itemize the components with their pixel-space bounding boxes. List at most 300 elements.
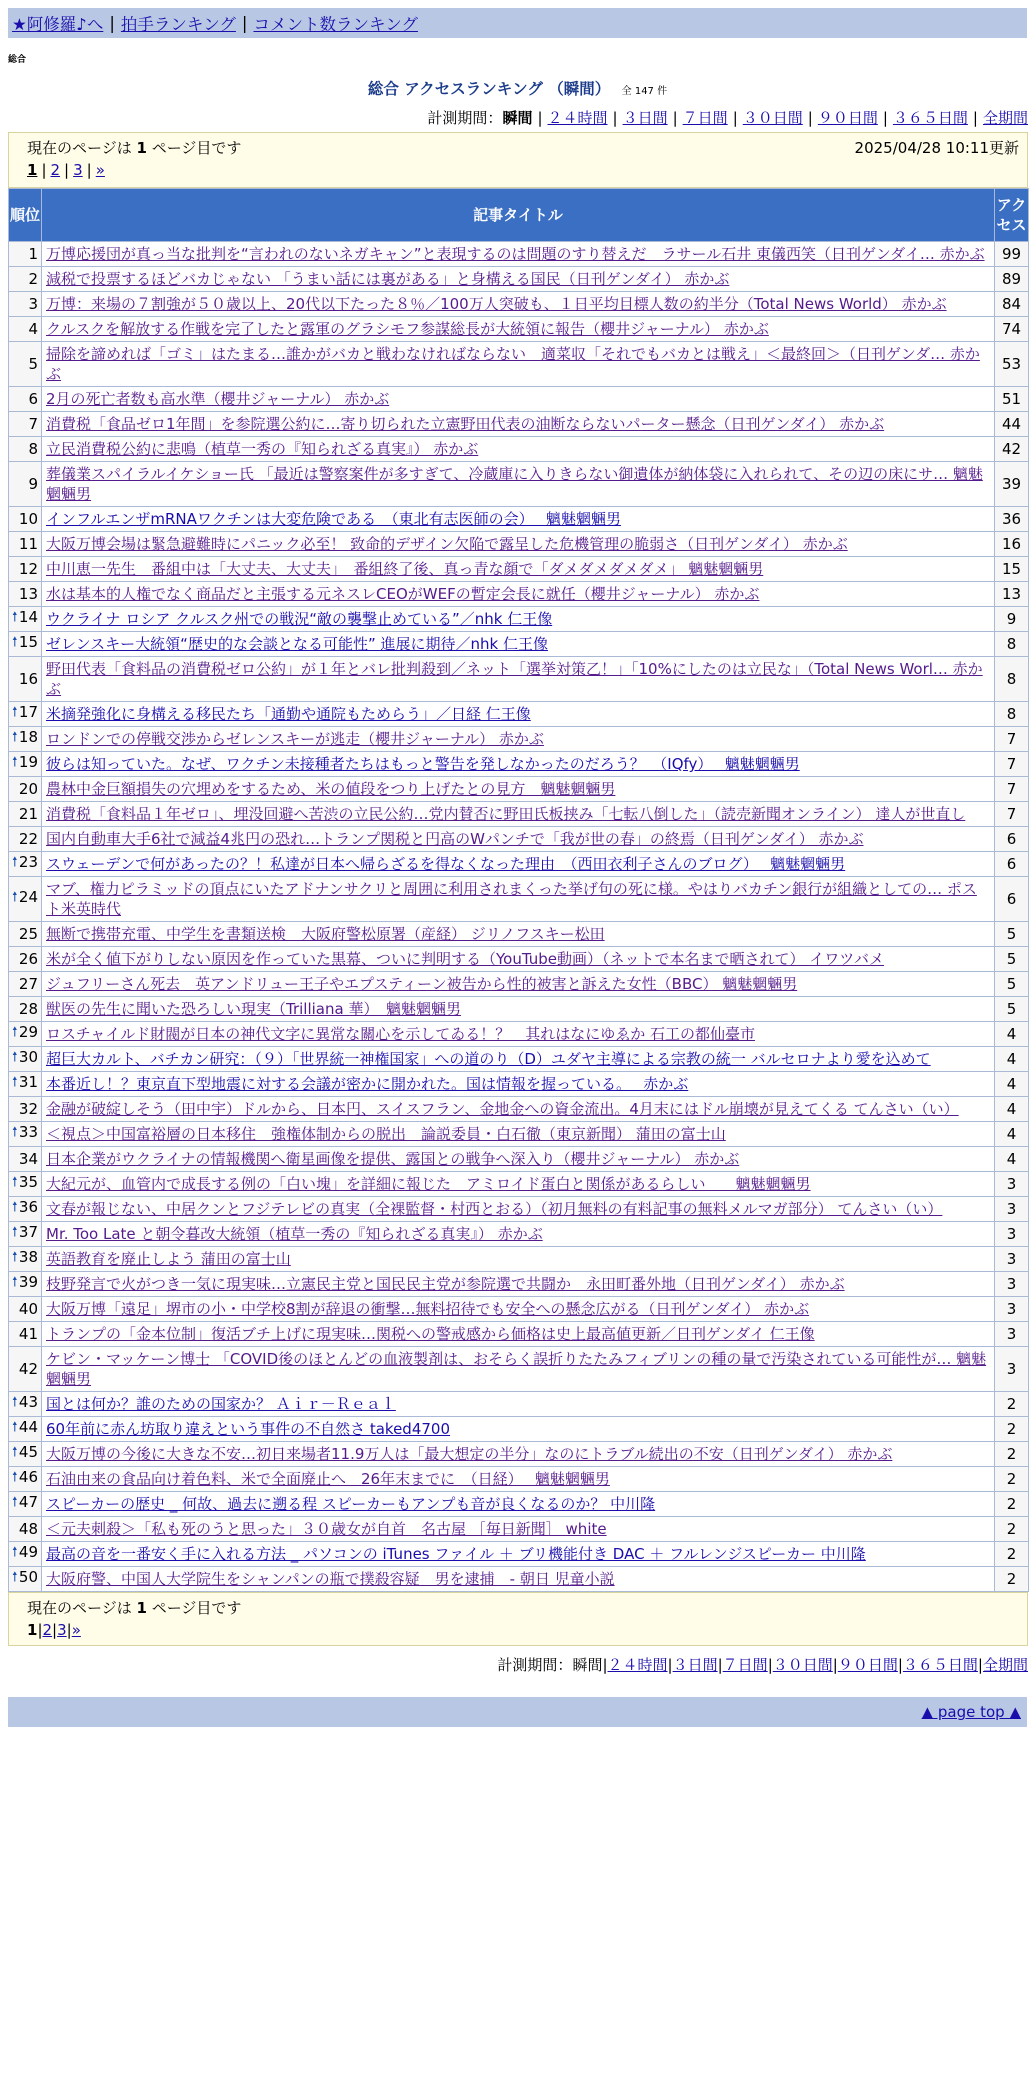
table-row [9, 632, 1029, 657]
rank-cell [9, 342, 42, 387]
table-row [9, 1097, 1029, 1122]
table-row [9, 1247, 1029, 1272]
rank-cell [9, 1542, 42, 1567]
title-cell [42, 1047, 995, 1072]
rank-cell [9, 267, 42, 292]
access-count: 44 [995, 412, 1029, 437]
title-cell [42, 632, 995, 657]
home-link[interactable]: ★阿修羅♪へ [12, 15, 104, 34]
col-count: アクセス [995, 189, 1029, 242]
rank-number: 35 [18, 1173, 38, 1191]
table-row [9, 1047, 1029, 1072]
title-cell [42, 1197, 995, 1222]
article-link[interactable]: 野田代表「食料品の消費税ゼロ公約」が１年とバレ批判殺到／ネット「選挙対策乙！」「10%にしたのは立民な」（Total News Worl… 赤かぶ [46, 660, 983, 698]
period-link[interactable]: ９０日間 [817, 109, 878, 127]
period-link[interactable]: 全期間 [982, 1656, 1028, 1674]
title-cell [42, 727, 995, 752]
period-label: 計測期間： [497, 1656, 573, 1674]
period-link[interactable]: ３日間 [622, 109, 668, 127]
rank-up-icon: 🠕 [12, 1570, 18, 1585]
rank-number: 47 [18, 1493, 38, 1511]
rank-number: 10 [18, 510, 38, 528]
article-link[interactable]: 文春が報じない、中居クンとフジテレビの真実（全裸監督・村西とおる）（初月無料の有料記事の無料メルマガ部分） てんさい（い） [46, 1200, 943, 1218]
article-link[interactable]: Mr. Too Late と朝令暮改大統領（植草一秀の『知られざる真実』） 赤かぶ [46, 1225, 543, 1243]
article-link[interactable]: 掃除を諦めれば「ゴミ」はたまる…誰かがバカと戦わなければならない 適菜収「それでもバカとは戦え」＜最終回＞（日刊ゲンダ… 赤かぶ [46, 345, 980, 383]
rank-cell [9, 1097, 42, 1122]
table-row [9, 387, 1029, 412]
article-link[interactable]: 米摘発強化に身構える移民たち「通勤や通院もためらう」／日経 仁王像 [46, 705, 531, 723]
table-row [9, 557, 1029, 582]
access-count: 2 [995, 1417, 1029, 1442]
rank-number: 41 [18, 1325, 38, 1343]
rank-cell [9, 1392, 42, 1417]
col-title: 記事タイトル [42, 189, 995, 242]
article-link[interactable]: スピーカーの歴史 _ 何故、過去に遡る程 スピーカーもアンプも音が良くなるのか？ 中川隆 [46, 1495, 656, 1513]
rank-cell [9, 582, 42, 607]
rank-number: 46 [18, 1468, 38, 1486]
access-count: 3 [995, 1222, 1029, 1247]
access-count: 2 [995, 1517, 1029, 1542]
category-label: 総合 [8, 55, 27, 65]
nav-separator: | [241, 13, 248, 33]
period-link[interactable]: ９０日間 [837, 1656, 898, 1674]
table-row [9, 412, 1029, 437]
access-count: 89 [995, 267, 1029, 292]
table-header [9, 189, 1029, 242]
article-link[interactable]: ロスチャイルド財閥が日本の神代文字に異常な關心を示してゐる！？ 其れはなにゆゑか 石工の都仙臺市 [46, 1025, 756, 1043]
access-count: 16 [995, 532, 1029, 557]
access-count: 51 [995, 387, 1029, 412]
rank-cell [9, 462, 42, 507]
rank-number: 8 [28, 440, 38, 458]
rank-number: 5 [28, 355, 38, 373]
rank-cell [9, 1272, 42, 1297]
access-count: 42 [995, 437, 1029, 462]
period-link[interactable]: ３日間 [672, 1656, 718, 1674]
title-cell [42, 1392, 995, 1417]
rank-number: 23 [18, 853, 38, 871]
table-row [9, 292, 1029, 317]
rank-cell [9, 607, 42, 632]
rank-up-icon: 🠕 [12, 1495, 18, 1510]
rank-number: 40 [18, 1300, 38, 1318]
table-row [9, 702, 1029, 727]
access-count: 5 [995, 997, 1029, 1022]
rank-number: 11 [18, 535, 38, 553]
title-cell [42, 1097, 995, 1122]
period-separator: | [602, 1656, 608, 1674]
access-count: 4 [995, 1122, 1029, 1147]
page-link[interactable]: 3 [73, 161, 83, 179]
article-link[interactable]: マブ、権力ピラミッドの頂点にいたアドナンサクリと周囲に利用されまくった挙げ句の死に様。やはりバカチン銀行が組織としての… ポスト米英時代 [46, 880, 977, 918]
article-link[interactable]: 消費税「食料品１年ゼロ」、埋没回避へ苦渋の立民公約…党内賛否に野田氏板挟み「七転八倒した」（読売新聞オンライン） 達人が世直し [46, 805, 966, 823]
rank-cell [9, 1022, 42, 1047]
table-row [9, 922, 1029, 947]
title-cell [42, 1467, 995, 1492]
access-count: 8 [995, 632, 1029, 657]
rank-up-icon: 🠕 [12, 1470, 18, 1485]
rank-number: 33 [18, 1123, 38, 1141]
period-current: 瞬間 [502, 109, 533, 127]
article-link[interactable]: 本番近し！？東京直下型地震に対する会議が密かに開かれた。国は情報を握っている。 赤かぶ [46, 1075, 689, 1093]
article-link[interactable]: 米が全く値下がりしない原因を作っていた黒幕、ついに判明する（YouTube動画）（ネットで本名まで晒されて） イワツバメ [46, 950, 884, 968]
rank-number: 4 [28, 320, 38, 338]
access-count: 6 [995, 852, 1029, 877]
table-row [9, 657, 1029, 702]
access-count: 2 [995, 1392, 1029, 1417]
period-separator: | [977, 1656, 983, 1674]
rank-cell [9, 1492, 42, 1517]
rank-number: 21 [18, 805, 38, 823]
table-row [9, 1492, 1029, 1517]
rank-up-icon: 🠕 [12, 1420, 18, 1435]
article-link[interactable]: 枝野発言で火がつき一気に現実味…立憲民主党と国民民主党が参院選で共闘か 永田町番外地（日刊ゲンダイ） 赤かぶ [46, 1275, 845, 1293]
article-link[interactable]: インフルエンザmRNAワクチンは大変危険である （東北有志医師の会） 魑魅魍魎男 [46, 510, 621, 528]
article-link[interactable]: 大阪万博会場は緊急避難時にパニック必至！ 致命的デザイン欠陥で露呈した危機管理の脆弱さ（日刊ゲンダイ） 赤かぶ [46, 535, 848, 553]
page-link[interactable]: 2 [50, 161, 61, 179]
rank-cell [9, 1567, 42, 1592]
access-count: 36 [995, 507, 1029, 532]
table-row [9, 852, 1029, 877]
article-link[interactable]: 2月の死亡者数も高水準（櫻井ジャーナル） 赤かぶ [46, 390, 390, 408]
table-row [9, 752, 1029, 777]
table-row [9, 1147, 1029, 1172]
rank-up-icon: 🠕 [12, 1175, 18, 1190]
page-link-current: 1 [27, 161, 38, 179]
page-separator: | [64, 161, 70, 179]
article-link[interactable]: ロンドンでの停戦交渉からゼレンスキーが逃走（櫻井ジャーナル） 赤かぶ [46, 730, 544, 748]
article-link[interactable]: 日本企業がウクライナの情報機関へ衛星画像を提供、露国との戦争へ深入り（櫻井ジャーナル） 赤かぶ [46, 1150, 740, 1168]
period-link[interactable]: ３６５日間 [902, 1656, 978, 1674]
table-row [9, 1272, 1029, 1297]
rank-cell [9, 1322, 42, 1347]
article-link[interactable]: ゼレンスキー大統領“歴史的な会談となる可能性” 進展に期待／nhk 仁王像 [46, 635, 548, 653]
page-links-bottom [27, 1621, 1009, 1639]
rank-cell [9, 1122, 42, 1147]
rank-cell [9, 1347, 42, 1392]
rank-up-icon: 🠕 [12, 890, 18, 905]
access-count: 7 [995, 777, 1029, 802]
title-cell [42, 1542, 995, 1567]
page-link-current: 1 [27, 1621, 38, 1639]
article-link[interactable]: 万博：来場の７割強が５０歳以上、20代以下たった８％／100万人突破も、１日平均目標人数の約半分（Total News World） 赤かぶ [46, 295, 947, 313]
table-row [9, 607, 1029, 632]
article-link[interactable]: 水は基本的人権でなく商品だと主張する元ネスレCEOがWEFの暫定会長に就任（櫻井ジャーナル） 赤かぶ [46, 585, 760, 603]
table-row [9, 1517, 1029, 1542]
rank-cell [9, 1467, 42, 1492]
title-cell [42, 557, 995, 582]
title-cell [42, 947, 995, 972]
rank-number: 37 [18, 1223, 38, 1241]
title-cell [42, 1517, 995, 1542]
article-link[interactable]: クルスクを解放する作戦を完了したと露軍のグラシモフ参謀総長が大統領に報告（櫻井ジャーナル） 赤かぶ [46, 320, 769, 338]
access-count: 84 [995, 292, 1029, 317]
access-count: 5 [995, 972, 1029, 997]
rank-cell [9, 412, 42, 437]
period-link[interactable]: ２４時間 [547, 109, 608, 127]
access-count: 4 [995, 1147, 1029, 1172]
title-cell [42, 342, 995, 387]
article-link[interactable]: 超巨大カルト、バチカン研究：（９）「世界統一神権国家」への道のり（D）ユダヤ主導による宗教の統一 バルセロナより愛を込めて [46, 1050, 931, 1068]
rank-cell [9, 387, 42, 412]
title-cell [42, 1297, 995, 1322]
clap-ranking-link[interactable]: 拍手ランキング [120, 15, 236, 34]
rank-cell [9, 827, 42, 852]
table-row [9, 1122, 1029, 1147]
page-separator: | [52, 1621, 58, 1639]
article-link[interactable]: 国内自動車大手6社で減益4兆円の恐れ…トランプ関税と円高のWパンチで「我が世の春」の終焉（日刊ゲンダイ） 赤かぶ [46, 830, 864, 848]
ranking-title: 総合 アクセスランキング （瞬間） [367, 80, 611, 98]
title-cell [42, 1022, 995, 1047]
table-row [9, 777, 1029, 802]
period-link[interactable]: ７日間 [722, 1656, 768, 1674]
rank-cell [9, 1072, 42, 1097]
table-row [9, 1322, 1029, 1347]
table-row [9, 1172, 1029, 1197]
rank-up-icon: 🠕 [12, 1395, 18, 1410]
article-link[interactable]: 立民消費税公約に悲鳴（植草一秀の『知られざる真実』） 赤かぶ [46, 440, 479, 458]
access-count: 2 [995, 1492, 1029, 1517]
article-link[interactable]: 減税で投票するほどバカじゃない 「うまい話には裏がある」と身構える国民（日刊ゲンダイ） 赤かぶ [46, 270, 730, 288]
title-cell [42, 1272, 995, 1297]
page-link[interactable]: » [71, 1621, 81, 1639]
table-row [9, 947, 1029, 972]
table-row [9, 972, 1029, 997]
rank-up-icon: 🠕 [12, 1075, 18, 1090]
title-cell [42, 607, 995, 632]
article-link[interactable]: 葬儀業スパイラルイケショー氏 「最近は警察案件が多すぎて、冷蔵庫に入りきらない御遺体が納体袋に入れられて、その辺の床にサ… 魑魅魍魎男 [46, 465, 983, 503]
rank-number: 9 [28, 475, 38, 493]
title-cell [42, 972, 995, 997]
rank-number: 19 [18, 753, 38, 771]
access-count: 5 [995, 922, 1029, 947]
title-cell [42, 1072, 995, 1097]
rank-up-icon: 🠕 [12, 730, 18, 745]
rank-cell [9, 1147, 42, 1172]
rank-up-icon: 🠕 [12, 1445, 18, 1460]
rank-number: 24 [18, 888, 38, 906]
rank-number: 16 [18, 670, 38, 688]
article-link[interactable]: 農林中金巨額損失の穴埋めをするため、米の値段をつり上げたとの見方 魑魅魍魎男 [46, 780, 616, 798]
access-count: 2 [995, 1467, 1029, 1492]
article-link[interactable]: 60年前に赤ん坊取り違えという事件の不自然さ taked4700 [46, 1420, 451, 1438]
page-text-pre: 現在のページは [27, 139, 137, 157]
rank-cell [9, 292, 42, 317]
period-separator: | [807, 109, 813, 127]
access-count: 2 [995, 1542, 1029, 1567]
period-selector-bottom [0, 1654, 1028, 1675]
table-row [9, 1392, 1029, 1417]
bottom-bar [8, 1697, 1027, 1727]
page-top-link[interactable]: ▲ page top ▲ [921, 1703, 1021, 1721]
article-link[interactable]: 中川恵一先生 番組中は「大丈夫、大丈夫」 番組終了後、真っ青な顔で「ダメダメダメダメ」 魑魅魍魎男 [46, 560, 764, 578]
title-cell [42, 1492, 995, 1517]
access-count: 3 [995, 1297, 1029, 1322]
rank-number: 45 [18, 1443, 38, 1461]
title-cell [42, 267, 995, 292]
page-indicator-bottom [27, 1597, 1009, 1618]
rank-cell [9, 702, 42, 727]
article-link[interactable]: ＜元夫刺殺＞「私も死のうと思った」３０歳女が自首 名古屋 ［毎日新聞］ white [46, 1520, 607, 1538]
page-title [0, 77, 1035, 99]
article-link[interactable]: 獣医の先生に聞いた恐ろしい現実（Trilliana 華） 魑魅魍魎男 [46, 1000, 461, 1018]
period-link[interactable]: ３０日間 [742, 109, 803, 127]
access-count: 13 [995, 582, 1029, 607]
title-cell [42, 877, 995, 922]
period-separator: | [972, 109, 978, 127]
article-link[interactable]: ウクライナ ロシア クルスク州での戦況“敵の襲撃止めている”／nhk 仁王像 [46, 610, 553, 628]
title-cell [42, 1442, 995, 1467]
updated-date: 2025/04/28 10:11更新 [854, 139, 1019, 157]
table-row [9, 727, 1029, 752]
period-separator: | [882, 109, 888, 127]
article-link[interactable]: 大阪府警、中国人大学院生をシャンパンの瓶で撲殺容疑 男を逮捕 - 朝日 児童小説 [46, 1570, 615, 1588]
top-nav-bar [8, 8, 1027, 38]
rank-number: 48 [18, 1520, 38, 1538]
rank-number: 7 [28, 415, 38, 433]
rank-up-icon: 🠕 [12, 1200, 18, 1215]
article-link[interactable]: スウェーデンで何があったの？！私達が日本へ帰らざるを得なくなった理由 （西田衣利子さんのブログ） 魑魅魍魎男 [46, 855, 846, 873]
table-row [9, 1542, 1029, 1567]
article-link[interactable]: 国とは何か？誰のための国家か？ Ａｉｒ－Ｒｅａｌ [46, 1395, 396, 1413]
rank-cell [9, 1297, 42, 1322]
table-row [9, 1467, 1029, 1492]
rank-number: 15 [18, 633, 38, 651]
table-row [9, 437, 1029, 462]
page-links [27, 161, 1009, 179]
title-cell [42, 827, 995, 852]
article-link[interactable]: 金融が破綻しそう（田中宇）ドルから、日本円、スイスフラン、金地金への資金流出。4月末にはドル崩壊が見えてくる てんさい（い） [46, 1100, 959, 1118]
access-count: 3 [995, 1197, 1029, 1222]
rank-cell [9, 802, 42, 827]
page-link[interactable]: » [95, 161, 105, 179]
page-link[interactable]: 3 [57, 1621, 67, 1639]
nav-separator: | [109, 13, 115, 33]
article-link[interactable]: ケビン・マッケーン博士 「COVID後のほとんどの血液製剤は、おそらく誤折りたたみフィブリンの種の量で汚染されている可能性が… 魑魅魍魎男 [46, 1350, 987, 1388]
rank-cell [9, 557, 42, 582]
rank-cell [9, 1442, 42, 1467]
article-link[interactable]: 消費税「食品ゼロ1年間」を参院選公約に…寄り切られた立憲野田代表の油断ならないパーター懸念（日刊ゲンダイ） 赤かぶ [46, 415, 885, 433]
period-link[interactable]: 全期間 [982, 109, 1028, 127]
rank-cell [9, 437, 42, 462]
period-current: 瞬間 [572, 1656, 603, 1674]
rank-number: 26 [18, 950, 38, 968]
page-separator: | [37, 1621, 43, 1639]
rank-cell [9, 997, 42, 1022]
period-separator: | [732, 109, 738, 127]
access-count: 4 [995, 1022, 1029, 1047]
pager-bottom [8, 1592, 1028, 1646]
rank-cell [9, 777, 42, 802]
current-page: 1 [136, 139, 147, 157]
article-link[interactable]: ジュフリーさん死去 英アンドリュー王子やエプスティーン被告から性的被害と訴えた女性（BBC） 魑魅魍魎男 [46, 975, 798, 993]
title-cell [42, 752, 995, 777]
article-link[interactable]: 万博応援団が真っ当な批判を“言われのないネガキャン”と表現するのは問題のすり替えだ ラサール石井 東儀西笑（日刊ゲンダイ… 赤かぶ [46, 245, 985, 263]
title-cell [42, 242, 995, 267]
rank-cell [9, 657, 42, 702]
table-row [9, 462, 1029, 507]
title-cell [42, 1417, 995, 1442]
rank-cell [9, 972, 42, 997]
rank-number: 13 [18, 585, 38, 603]
rank-cell [9, 922, 42, 947]
article-link[interactable]: トランプの「金本位制」復活ブチ上げに現実味…関税への警戒感から価格は史上最高値更新／日刊ゲンダイ 仁王像 [46, 1325, 815, 1343]
access-count: 2 [995, 1567, 1029, 1592]
rank-up-icon: 🠕 [12, 635, 18, 650]
rank-number: 17 [18, 703, 38, 721]
access-count: 6 [995, 877, 1029, 922]
period-separator: | [832, 1656, 838, 1674]
title-cell [42, 922, 995, 947]
article-link[interactable]: 大阪万博「遠足」堺市の小・中学校8割が辞退の衝撃…無料招待でも安全への懸念広がる（日刊ゲンダイ） 赤かぶ [46, 1300, 810, 1318]
table-row [9, 267, 1029, 292]
rank-number: 38 [18, 1248, 38, 1266]
period-link[interactable]: ２４時間 [607, 1656, 668, 1674]
article-link[interactable]: 最高の音を一番安く手に入れる方法 _ パソコンの iTunes ファイル ＋ ブリ機能付き DAC ＋ フルレンジスピーカー 中川隆 [46, 1545, 866, 1563]
title-cell [42, 657, 995, 702]
rank-number: 25 [18, 925, 38, 943]
rank-cell [9, 947, 42, 972]
access-count: 15 [995, 557, 1029, 582]
article-link[interactable]: 大阪万博の今後に大きな不安…初日来場者11.9万人は「最大想定の半分」なのにトラブル続出の不安（日刊ゲンダイ） 赤かぶ [46, 1445, 893, 1463]
title-cell [42, 462, 995, 507]
table-row [9, 877, 1029, 922]
title-cell [42, 317, 995, 342]
rank-cell [9, 1197, 42, 1222]
access-count: 99 [995, 242, 1029, 267]
rank-cell [9, 507, 42, 532]
access-count: 4 [995, 1047, 1029, 1072]
period-separator: | [897, 1656, 903, 1674]
rank-cell [9, 532, 42, 557]
title-cell [42, 1122, 995, 1147]
col-rank: 順位 [9, 189, 42, 242]
page-text-post: ページ目です [146, 1599, 242, 1617]
period-link[interactable]: ３６５日間 [892, 109, 968, 127]
access-count: 8 [995, 657, 1029, 702]
rank-cell [9, 752, 42, 777]
title-cell [42, 1347, 995, 1392]
article-link[interactable]: 英語教育を廃止しよう 蒲田の富士山 [46, 1250, 291, 1268]
title-cell [42, 1322, 995, 1347]
article-link[interactable]: 石油由来の食品向け着色料、米で全面廃止へ 26年末までに （日経） 魑魅魍魎男 [46, 1470, 610, 1488]
page-text-post: ページ目です [146, 139, 242, 157]
rank-up-icon: 🠕 [12, 1225, 18, 1240]
rank-number: 6 [28, 390, 38, 408]
page-separator: | [86, 161, 92, 179]
rank-number: 28 [18, 1000, 38, 1018]
rank-number: 49 [18, 1543, 38, 1561]
comment-ranking-link[interactable]: コメント数ランキング [253, 15, 418, 34]
period-link[interactable]: ３０日間 [772, 1656, 833, 1674]
access-count: 6 [995, 827, 1029, 852]
period-separator: | [767, 1656, 773, 1674]
page-link[interactable]: 2 [42, 1621, 53, 1639]
access-count: 3 [995, 1322, 1029, 1347]
access-count: 7 [995, 727, 1029, 752]
access-count: 4 [995, 1072, 1029, 1097]
title-cell [42, 997, 995, 1022]
article-link[interactable]: 大紀元が、血管内で成長する例の「白い塊」を詳細に報じた アミロイド蛋白と関係があるらしい 魑魅魍魎男 [46, 1175, 811, 1193]
title-cell [42, 777, 995, 802]
article-link[interactable]: ＜視点＞中国富裕層の日本移住 強権体制からの脱出 論説委員・白石徹（東京新聞） 蒲田の富士山 [46, 1125, 726, 1143]
title-cell [42, 437, 995, 462]
period-link[interactable]: ７日間 [682, 109, 728, 127]
article-link[interactable]: 無断で携帯充電、中学生を書類送検 大阪府警松原署（産経） ジリノフスキー松田 [46, 925, 605, 943]
table-row [9, 1442, 1029, 1467]
period-separator: | [537, 109, 543, 127]
article-link[interactable]: 彼らは知っていた。なぜ、ワクチン未接種者たちはもっと警告を発しなかったのだろう？ （IQfy） 魑魅魍魎男 [46, 755, 800, 773]
